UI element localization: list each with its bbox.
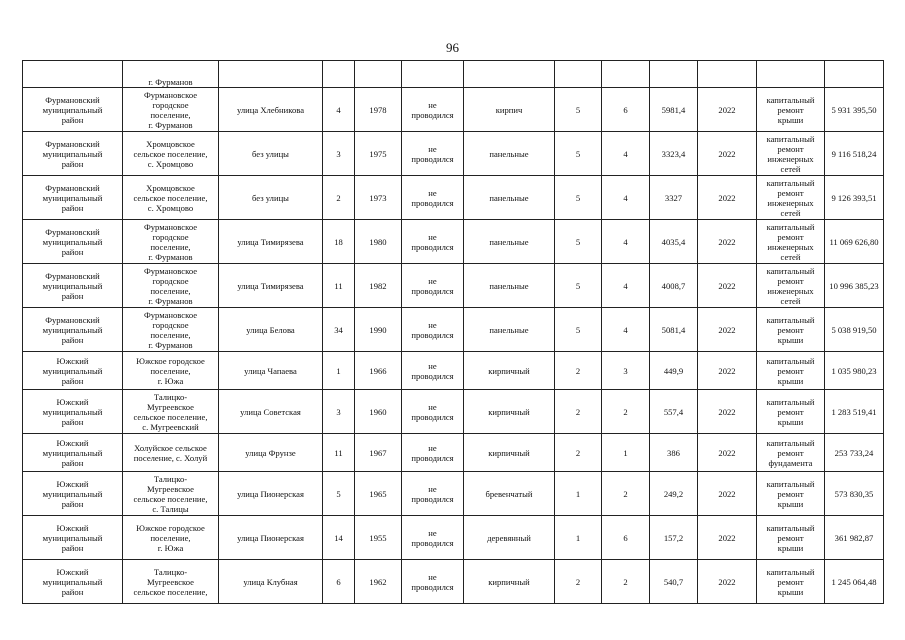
cell-last-repair: не проводился — [402, 308, 464, 352]
cell-repair-cost: 1 245 064,48 — [825, 560, 884, 604]
cell-repair-year: 2022 — [698, 176, 757, 220]
cell-build-year: 1975 — [355, 132, 402, 176]
cell-wall-material: кирпичный — [464, 560, 555, 604]
table-row — [23, 264, 884, 308]
cell-wall-material: панельные — [464, 308, 555, 352]
cell-repair-year: 2022 — [698, 390, 757, 434]
cell-wall-material — [464, 61, 555, 88]
cell-area: 249,2 — [650, 472, 698, 516]
cell-floors: 5 — [555, 88, 602, 132]
cell-district: Южский муниципальный район — [23, 390, 123, 434]
cell-house-number: 4 — [323, 88, 355, 132]
cell-repair-cost: 1 035 980,23 — [825, 352, 884, 390]
cell-floors: 1 — [555, 516, 602, 560]
cell-repair-cost: 5 931 395,50 — [825, 88, 884, 132]
table-row — [23, 434, 884, 472]
housing-repair-table — [22, 60, 884, 604]
cell-wall-material: деревянный — [464, 516, 555, 560]
cell-house-number: 14 — [323, 516, 355, 560]
cell-entrances: 4 — [602, 220, 650, 264]
cell-build-year: 1973 — [355, 176, 402, 220]
cell-street: улица Тимирязева — [219, 264, 323, 308]
table-row-continued — [23, 61, 884, 88]
cell-repair-type: капитальный ремонт крыши — [757, 352, 825, 390]
cell-street: улица Пионерская — [219, 472, 323, 516]
cell-repair-cost: 573 830,35 — [825, 472, 884, 516]
cell-repair-year: 2022 — [698, 560, 757, 604]
cell-repair-cost: 5 038 919,50 — [825, 308, 884, 352]
cell-floors: 2 — [555, 390, 602, 434]
cell-area: 157,2 — [650, 516, 698, 560]
cell-repair-year — [698, 61, 757, 88]
cell-settlement: Фурмановское городское поселение, г. Фурманов — [123, 264, 219, 308]
cell-last-repair: не проводился — [402, 264, 464, 308]
cell-build-year: 1967 — [355, 434, 402, 472]
cell-street: без улицы — [219, 176, 323, 220]
cell-entrances: 4 — [602, 132, 650, 176]
cell-entrances: 6 — [602, 516, 650, 560]
cell-entrances: 2 — [602, 472, 650, 516]
cell-repair-type: капитальный ремонт инженерных сетей — [757, 220, 825, 264]
cell-house-number — [323, 61, 355, 88]
cell-settlement: г. Фурманов — [123, 61, 219, 88]
table-row — [23, 390, 884, 434]
cell-wall-material: панельные — [464, 264, 555, 308]
cell-repair-type: капитальный ремонт крыши — [757, 560, 825, 604]
cell-floors: 5 — [555, 132, 602, 176]
cell-build-year: 1982 — [355, 264, 402, 308]
cell-street: улица Фрунзе — [219, 434, 323, 472]
cell-repair-cost: 253 733,24 — [825, 434, 884, 472]
cell-repair-type: капитальный ремонт крыши — [757, 88, 825, 132]
cell-build-year: 1960 — [355, 390, 402, 434]
cell-entrances: 6 — [602, 88, 650, 132]
cell-district — [23, 61, 123, 88]
cell-district: Фурмановский муниципальный район — [23, 88, 123, 132]
cell-street: улица Хлебникова — [219, 88, 323, 132]
cell-district: Южский муниципальный район — [23, 472, 123, 516]
cell-entrances: 4 — [602, 176, 650, 220]
cell-repair-type: капитальный ремонт крыши — [757, 516, 825, 560]
cell-entrances: 4 — [602, 308, 650, 352]
cell-entrances — [602, 61, 650, 88]
cell-district: Южский муниципальный район — [23, 516, 123, 560]
cell-district: Фурмановский муниципальный район — [23, 132, 123, 176]
cell-last-repair: не проводился — [402, 132, 464, 176]
cell-repair-cost: 10 996 385,23 — [825, 264, 884, 308]
cell-district: Фурмановский муниципальный район — [23, 264, 123, 308]
cell-floors: 5 — [555, 308, 602, 352]
cell-last-repair: не проводился — [402, 176, 464, 220]
cell-street: улица Тимирязева — [219, 220, 323, 264]
table-row — [23, 220, 884, 264]
table-row — [23, 560, 884, 604]
cell-street: улица Пионерская — [219, 516, 323, 560]
cell-floors: 5 — [555, 264, 602, 308]
cell-floors: 2 — [555, 352, 602, 390]
cell-last-repair: не проводился — [402, 88, 464, 132]
cell-build-year — [355, 61, 402, 88]
cell-build-year: 1980 — [355, 220, 402, 264]
cell-house-number: 11 — [323, 434, 355, 472]
cell-settlement: Южское городское поселение, г. Южа — [123, 352, 219, 390]
cell-area: 386 — [650, 434, 698, 472]
cell-area: 3327 — [650, 176, 698, 220]
cell-last-repair: не проводился — [402, 516, 464, 560]
cell-district: Южский муниципальный район — [23, 352, 123, 390]
cell-house-number: 3 — [323, 132, 355, 176]
cell-house-number: 34 — [323, 308, 355, 352]
cell-entrances: 2 — [602, 560, 650, 604]
cell-settlement: Хромцовское сельское поселение, с. Хромцово — [123, 132, 219, 176]
table-row — [23, 516, 884, 560]
table-row — [23, 472, 884, 516]
cell-repair-year: 2022 — [698, 220, 757, 264]
cell-street: без улицы — [219, 132, 323, 176]
cell-last-repair: не проводился — [402, 434, 464, 472]
cell-entrances: 2 — [602, 390, 650, 434]
cell-repair-cost: 9 116 518,24 — [825, 132, 884, 176]
cell-floors: 5 — [555, 220, 602, 264]
cell-settlement: Фурмановское городское поселение, г. Фурманов — [123, 220, 219, 264]
cell-settlement: Фурмановское городское поселение, г. Фурманов — [123, 88, 219, 132]
cell-street — [219, 61, 323, 88]
cell-repair-year: 2022 — [698, 264, 757, 308]
cell-area: 3323,4 — [650, 132, 698, 176]
cell-build-year: 1965 — [355, 472, 402, 516]
cell-street: улица Клубная — [219, 560, 323, 604]
cell-wall-material: панельные — [464, 176, 555, 220]
cell-last-repair: не проводился — [402, 220, 464, 264]
cell-repair-year: 2022 — [698, 434, 757, 472]
cell-street: улица Чапаева — [219, 352, 323, 390]
cell-area: 5981,4 — [650, 88, 698, 132]
cell-repair-type: капитальный ремонт инженерных сетей — [757, 264, 825, 308]
cell-street: улица Белова — [219, 308, 323, 352]
cell-settlement: Южское городское поселение, г. Южа — [123, 516, 219, 560]
cell-repair-type: капитальный ремонт крыши — [757, 472, 825, 516]
cell-build-year: 1962 — [355, 560, 402, 604]
cell-house-number: 5 — [323, 472, 355, 516]
cell-entrances: 1 — [602, 434, 650, 472]
cell-repair-type: капитальный ремонт крыши — [757, 308, 825, 352]
cell-district: Фурмановский муниципальный район — [23, 220, 123, 264]
cell-house-number: 6 — [323, 560, 355, 604]
cell-wall-material: панельные — [464, 220, 555, 264]
cell-repair-type — [757, 61, 825, 88]
cell-repair-cost — [825, 61, 884, 88]
table-row — [23, 308, 884, 352]
cell-last-repair: не проводился — [402, 390, 464, 434]
cell-build-year: 1978 — [355, 88, 402, 132]
cell-entrances: 4 — [602, 264, 650, 308]
cell-house-number: 1 — [323, 352, 355, 390]
cell-repair-cost: 1 283 519,41 — [825, 390, 884, 434]
table-row — [23, 88, 884, 132]
cell-floors: 1 — [555, 472, 602, 516]
cell-repair-type: капитальный ремонт инженерных сетей — [757, 176, 825, 220]
cell-area: 449,9 — [650, 352, 698, 390]
table-row — [23, 132, 884, 176]
cell-settlement: Талицко- Мугреевское сельское поселение, с. Мугреевский — [123, 390, 219, 434]
cell-house-number: 18 — [323, 220, 355, 264]
cell-repair-year: 2022 — [698, 132, 757, 176]
cell-last-repair: не проводился — [402, 352, 464, 390]
cell-settlement: Талицко- Мугреевское сельское поселение, с. Талицы — [123, 472, 219, 516]
cell-repair-cost: 9 126 393,51 — [825, 176, 884, 220]
cell-build-year: 1955 — [355, 516, 402, 560]
cell-area — [650, 61, 698, 88]
cell-wall-material: бревенчатый — [464, 472, 555, 516]
cell-floors: 2 — [555, 560, 602, 604]
cell-area: 4008,7 — [650, 264, 698, 308]
cell-house-number: 2 — [323, 176, 355, 220]
cell-wall-material: панельные — [464, 132, 555, 176]
cell-wall-material: кирпичный — [464, 434, 555, 472]
cell-repair-cost: 361 982,87 — [825, 516, 884, 560]
cell-repair-year: 2022 — [698, 308, 757, 352]
cell-entrances: 3 — [602, 352, 650, 390]
cell-last-repair: не проводился — [402, 472, 464, 516]
cell-settlement: Талицко- Мугреевское сельское поселение, — [123, 560, 219, 604]
cell-repair-type: капитальный ремонт инженерных сетей — [757, 132, 825, 176]
page-number: 96 — [446, 40, 459, 55]
cell-wall-material: кирпич — [464, 88, 555, 132]
cell-floors: 5 — [555, 176, 602, 220]
cell-area: 557,4 — [650, 390, 698, 434]
cell-floors: 2 — [555, 434, 602, 472]
cell-build-year: 1966 — [355, 352, 402, 390]
cell-street: улица Советская — [219, 390, 323, 434]
cell-repair-cost: 11 069 626,80 — [825, 220, 884, 264]
cell-area: 4035,4 — [650, 220, 698, 264]
cell-repair-type: капитальный ремонт крыши — [757, 390, 825, 434]
cell-area: 540,7 — [650, 560, 698, 604]
cell-last-repair: не проводился — [402, 560, 464, 604]
cell-repair-year: 2022 — [698, 352, 757, 390]
cell-repair-year: 2022 — [698, 88, 757, 132]
cell-last-repair — [402, 61, 464, 88]
table-row — [23, 176, 884, 220]
cell-settlement: Холуйское сельское поселение, с. Холуй — [123, 434, 219, 472]
cell-area: 5081,4 — [650, 308, 698, 352]
cell-repair-year: 2022 — [698, 516, 757, 560]
cell-repair-year: 2022 — [698, 472, 757, 516]
cell-settlement: Фурмановское городское поселение, г. Фурманов — [123, 308, 219, 352]
cell-house-number: 11 — [323, 264, 355, 308]
cell-settlement: Хромцовское сельское поселение, с. Хромцово — [123, 176, 219, 220]
cell-district: Фурмановский муниципальный район — [23, 308, 123, 352]
cell-house-number: 3 — [323, 390, 355, 434]
cell-district: Южский муниципальный район — [23, 434, 123, 472]
cell-floors — [555, 61, 602, 88]
cell-build-year: 1990 — [355, 308, 402, 352]
cell-district: Южский муниципальный район — [23, 560, 123, 604]
cell-repair-type: капитальный ремонт фундамента — [757, 434, 825, 472]
cell-district: Фурмановский муниципальный район — [23, 176, 123, 220]
cell-wall-material: кирпичный — [464, 390, 555, 434]
cell-wall-material: кирпичный — [464, 352, 555, 390]
table-row — [23, 352, 884, 390]
